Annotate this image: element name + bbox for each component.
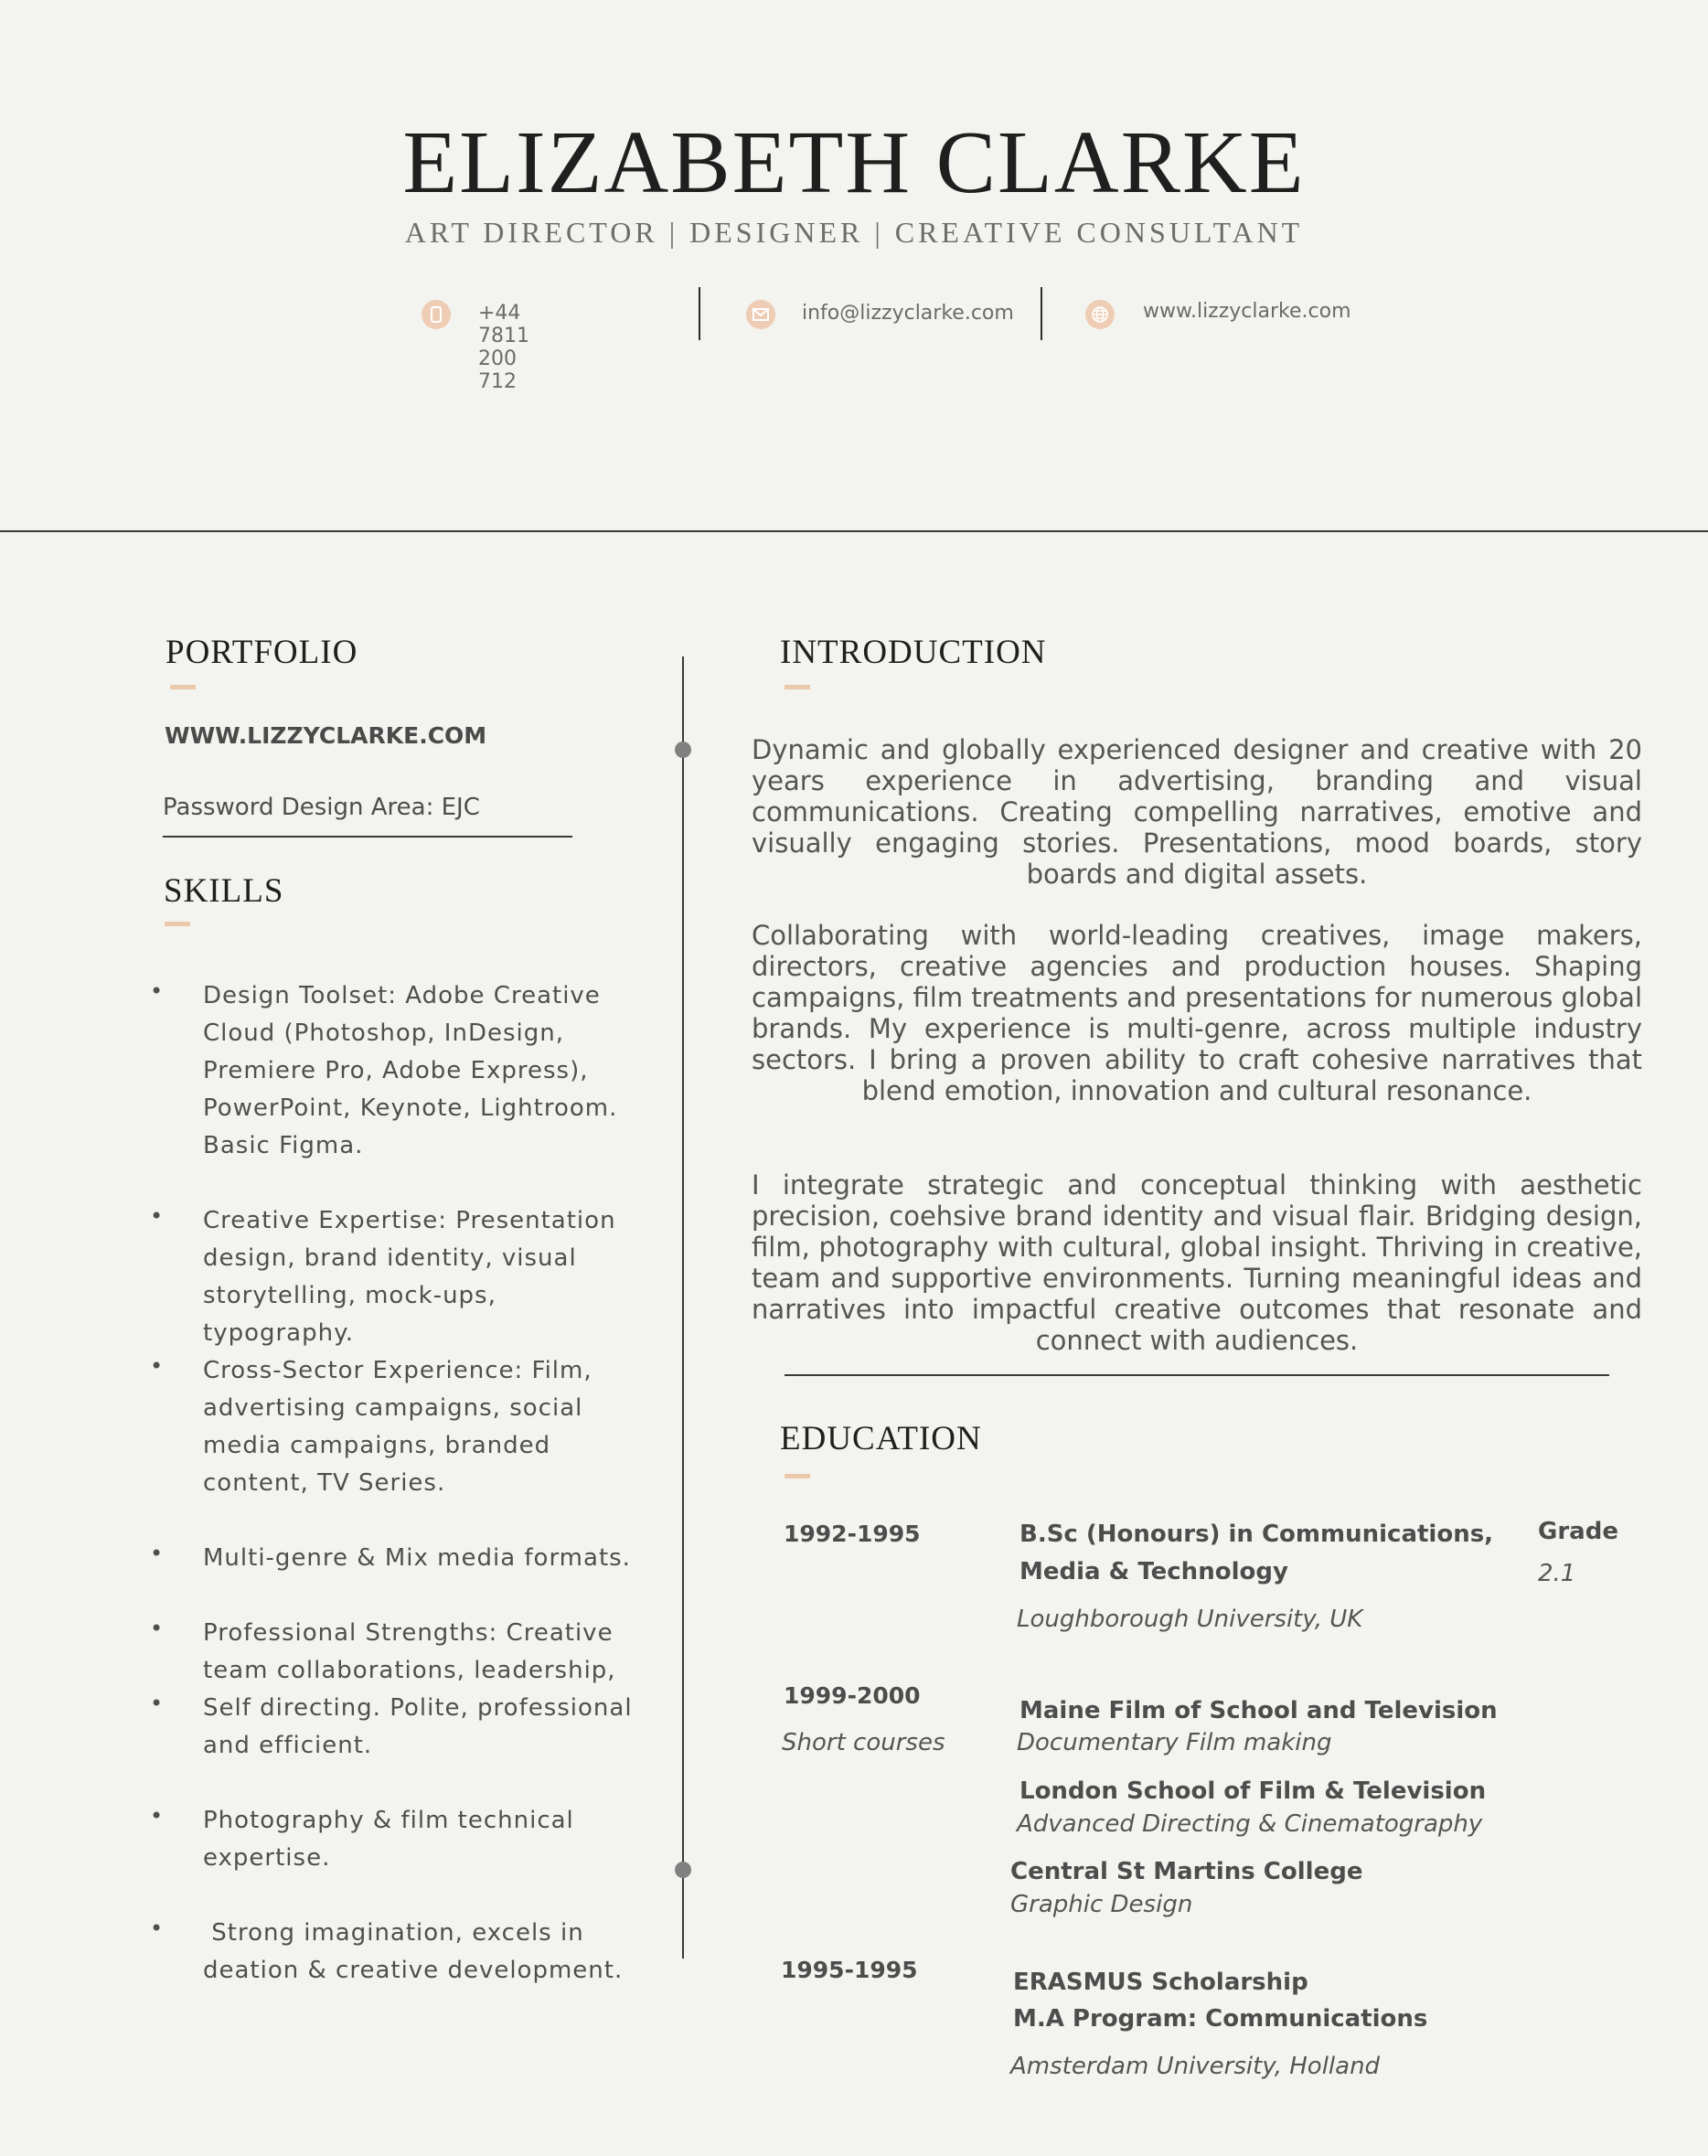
portfolio-divider (163, 836, 572, 838)
edu-institution: Loughborough University, UK (1017, 1606, 1363, 1633)
timeline-line (682, 656, 684, 1959)
contact-phone[interactable]: +44 7811 200 712 (478, 302, 529, 393)
intro-paragraph: Collaborating with world-leading creatives, image makers, directors, creative agencies and production houses. Shaping campaigns, film treatments and presentations for numerous global brands. My experience is multi-genre, across multiple industry sectors. I bring a proven ability to craft cohesive narratives that blend emotion, innovation and cultural resonance. (752, 920, 1642, 1106)
edu-title: M.A Program: Communications (1013, 2005, 1428, 2033)
edu-years: 1995-1995 (781, 1957, 918, 1983)
edu-years: 1992-1995 (784, 1521, 921, 1547)
portfolio-password: Password Design Area: EJC (163, 794, 480, 821)
edu-course: Advanced Directing & Cinematography (1017, 1810, 1483, 1838)
bullet: • (150, 1691, 164, 1716)
contact-email[interactable]: info@lizzyclarke.com (802, 302, 1014, 325)
globe-icon (1085, 300, 1115, 329)
edu-degree: B.Sc (Honours) in Communications, (1019, 1521, 1494, 1548)
contact-divider (699, 287, 700, 340)
edu-grade-label: Grade (1538, 1518, 1618, 1545)
edu-school: Central St Martins College (1010, 1858, 1363, 1885)
intro-paragraph: I integrate strategic and conceptual thinking with aesthetic precision, coehsive brand identity and visual flair. Bridging design, film, photography with cultural, global insight. Thriving in creative, team and supportive environments. Turning meaningful ideas and narratives into impactful creative outcomes that resonate and connect with audiences. (752, 1169, 1642, 1356)
portfolio-heading: PORTFOLIO (165, 634, 358, 671)
bullet: • (150, 978, 164, 1004)
heading-accent (170, 685, 196, 689)
section-divider (785, 1374, 1609, 1376)
edu-years: 1999-2000 (784, 1682, 921, 1709)
bullet: • (150, 1616, 164, 1641)
bullet: • (150, 1203, 164, 1229)
skill-professional-strengths: Professional Strengths: Creative team collaborations, leadership, (203, 1619, 616, 1684)
bullet: • (150, 1803, 164, 1829)
mail-icon (746, 300, 775, 329)
header-divider (0, 530, 1708, 532)
contact-divider (1041, 287, 1042, 340)
edu-school: London School of Film & Television (1019, 1777, 1487, 1805)
edu-grade-value: 2.1 (1538, 1560, 1576, 1587)
skill-toolset: Design Toolset: Adobe Creative Cloud (Photoshop, InDesign, Premiere Pro, Adobe Express), PowerPoint, Keynote, Lightroom. Basic Figma. (203, 982, 618, 1159)
skill-multi-genre: Multi-genre & Mix media formats. (203, 1544, 631, 1572)
intro-paragraph: Dynamic and globally experienced designer and creative with 20 years experience in advertising, branding and visual communications. Creating compelling narratives, emotive and visually engaging stories. Presentations, mood boards, story boards and digital assets. (752, 734, 1642, 890)
skill-photography: Photography & film technical expertise. (203, 1807, 574, 1872)
edu-institution: Amsterdam University, Holland (1010, 2053, 1381, 2080)
heading-accent (785, 1474, 810, 1478)
bullet: • (150, 1353, 164, 1379)
bullet: • (150, 1541, 164, 1566)
edu-course: Documentary Film making (1017, 1729, 1332, 1756)
edu-degree: Media & Technology (1019, 1558, 1288, 1585)
edu-title: ERASMUS Scholarship (1013, 1969, 1308, 1996)
bullet: • (150, 1916, 164, 1941)
timeline-dot (675, 1862, 691, 1878)
phone-icon (422, 300, 451, 329)
education-heading: EDUCATION (780, 1420, 982, 1457)
edu-course: Graphic Design (1010, 1891, 1193, 1918)
candidate-name: ELIZABETH CLARKE (402, 113, 1306, 212)
introduction-heading: INTRODUCTION (780, 634, 1047, 671)
skill-imagination: Strong imagination, excels in deation & creative development. (203, 1919, 624, 1984)
heading-accent (785, 685, 810, 689)
skill-cross-sector: Cross-Sector Experience: Film, advertising campaigns, social media campaigns, branded content, TV Series. (203, 1357, 592, 1497)
job-titles: ART DIRECTOR | DESIGNER | CREATIVE CONSULTANT (404, 216, 1304, 249)
portfolio-link[interactable]: WWW.LIZZYCLARKE.COM (165, 722, 487, 749)
edu-note: Short courses (782, 1729, 945, 1756)
contact-website[interactable]: www.lizzyclarke.com (1143, 300, 1351, 323)
skill-self-directing: Self directing. Polite, professional and efficient. (203, 1694, 633, 1759)
skill-creative-expertise: Creative Expertise: Presentation design, brand identity, visual storytelling, mock-ups, typography. (203, 1207, 616, 1347)
edu-school: Maine Film of School and Television (1019, 1697, 1498, 1724)
timeline-dot (675, 742, 691, 758)
heading-accent (165, 922, 190, 926)
skills-heading: SKILLS (164, 872, 284, 910)
